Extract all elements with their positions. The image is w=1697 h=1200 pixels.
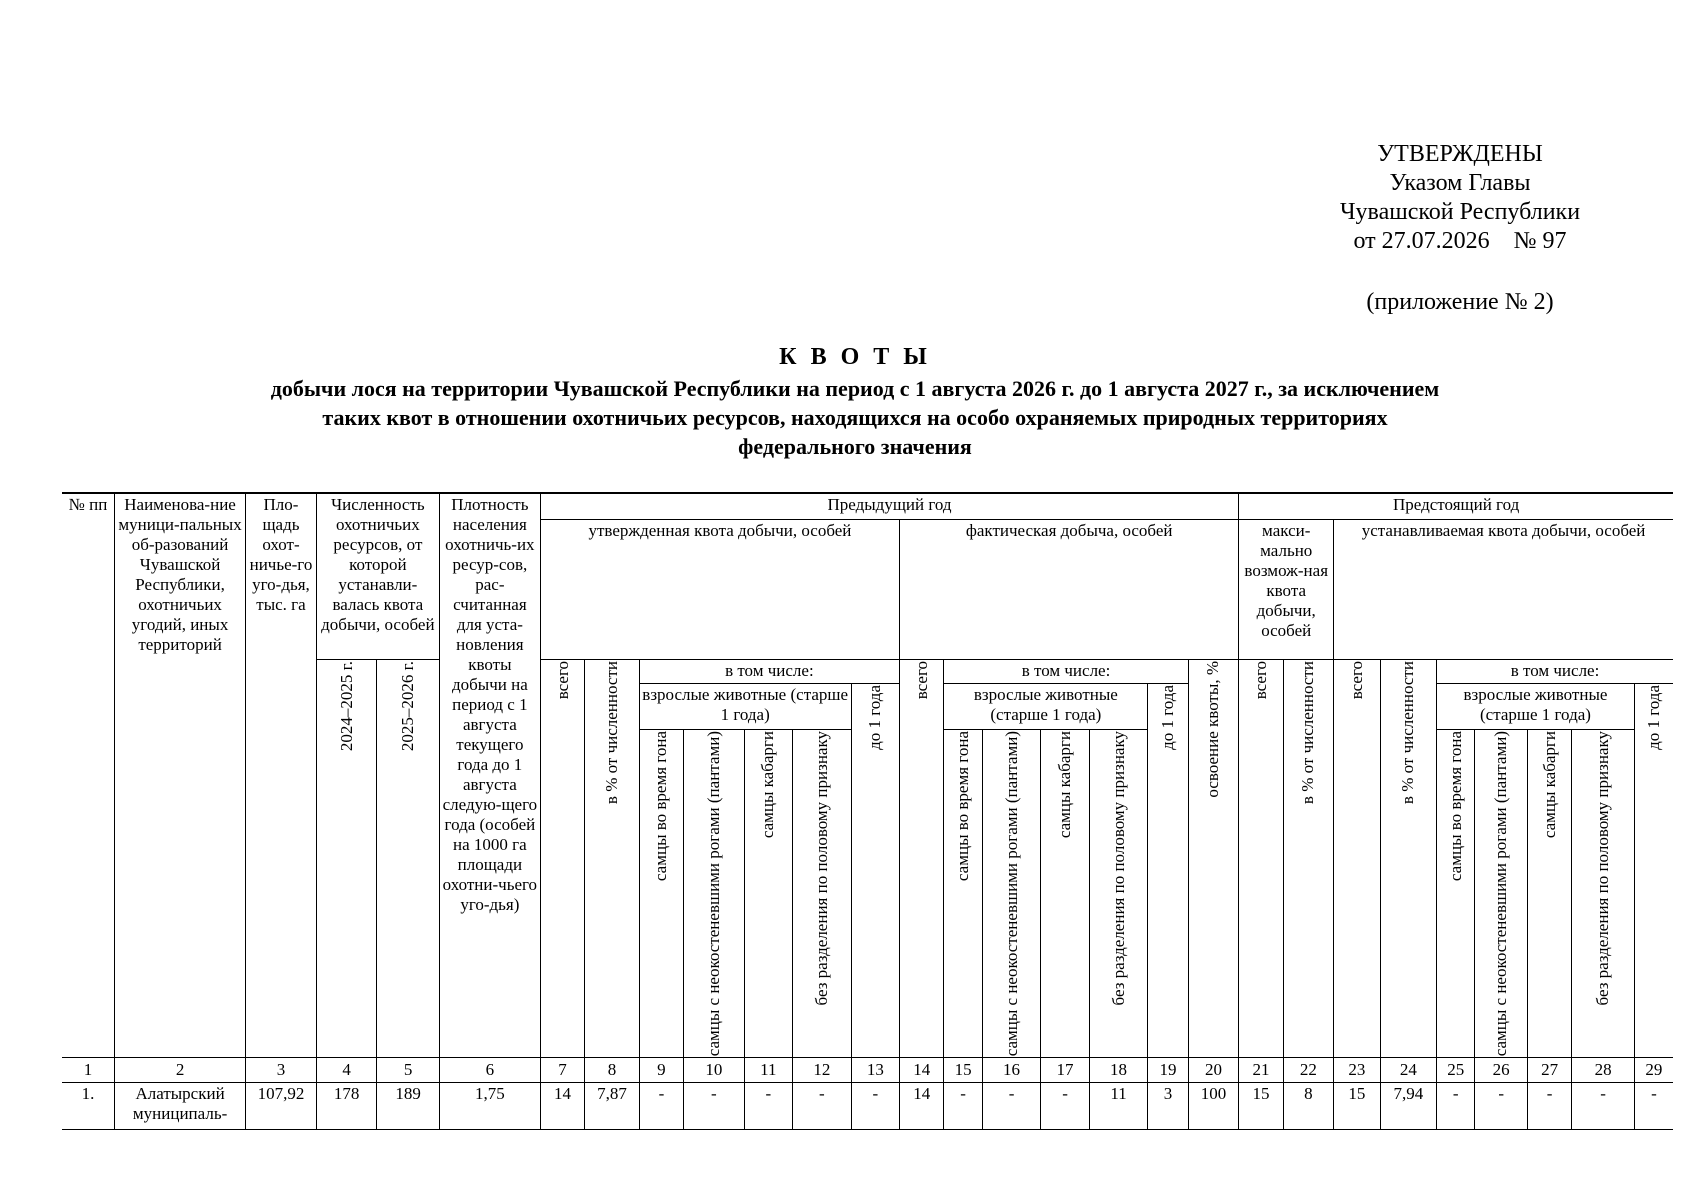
header-set-rut <box>1437 729 1475 1057</box>
col-num: 27 <box>1527 1057 1571 1082</box>
subtitle-line-2: таких квот в отношении охотничьих ресурсов, находящихся на особо охраняемых природных территориях <box>322 405 1388 430</box>
appendix-note: (приложение № 2) <box>1366 289 1554 315</box>
cell-value: 15 <box>1239 1082 1283 1129</box>
col-num: 7 <box>540 1057 584 1082</box>
cell-density: 1,75 <box>439 1082 540 1129</box>
cell-value: - <box>1634 1082 1673 1129</box>
col-num: 23 <box>1334 1057 1380 1082</box>
approval-line-3: Чувашской Республики <box>1339 199 1581 225</box>
col-num: 5 <box>377 1057 440 1082</box>
col-num: 14 <box>900 1057 944 1082</box>
approval-block <box>1290 140 1630 256</box>
header-approved-musk-text: самцы кабарги <box>758 730 778 838</box>
header-actual-nosex <box>1089 729 1148 1057</box>
header-approved-total <box>540 659 584 1057</box>
col-num: 10 <box>684 1057 745 1082</box>
cell-value: - <box>944 1082 982 1129</box>
header-approved-pct <box>585 659 639 1057</box>
header-population: Численность охотничьих ресурсов, от которой устанавли-валась квота добычи, особей <box>316 493 439 659</box>
header-actual-musk <box>1041 729 1089 1057</box>
header-actual-rut-text: самцы во время гона <box>953 730 973 881</box>
header-quota-usage-text: освоение квоты, % <box>1203 660 1223 798</box>
header-max-total-text: всего <box>1250 660 1270 699</box>
approval-line-4: от 27.07.2026 № 97 <box>1353 228 1567 254</box>
cell-value: - <box>1475 1082 1527 1129</box>
col-num: 8 <box>585 1057 639 1082</box>
cell-value: - <box>1041 1082 1089 1129</box>
header-max-quota: макси-мально возмож-ная квота добычи, особей <box>1239 519 1334 659</box>
header-quota-usage <box>1188 659 1239 1057</box>
header-set-musk-text: самцы кабарги <box>1539 730 1559 838</box>
header-actual-including: в том числе: <box>944 659 1188 683</box>
cell-value: 7,87 <box>585 1082 639 1129</box>
header-year-2024 <box>316 659 377 1057</box>
header-set-under1 <box>1634 683 1673 1057</box>
cell-value: - <box>744 1082 792 1129</box>
header-approved-quota: утвержденная квота добычи, особей <box>540 519 899 659</box>
header-set-total-text: всего <box>1346 660 1366 699</box>
header-actual-harvest: фактическая добыча, особей <box>900 519 1239 659</box>
cell-value: 15 <box>1334 1082 1380 1129</box>
cell-value: 100 <box>1188 1082 1239 1129</box>
header-actual-nosex-text: без разделения по половому признаку <box>1108 730 1128 1005</box>
header-actual-antler-text: самцы с неокостеневшими рогами (пантами) <box>1001 730 1021 1056</box>
column-number-row <box>62 1057 1673 1082</box>
header-year-2024-text: 2024–2025 г. <box>336 660 356 751</box>
cell-pop-2024: 178 <box>316 1082 377 1129</box>
header-approved-under1-text: до 1 года <box>865 684 885 750</box>
header-actual-total-text: всего <box>911 660 931 699</box>
subtitle-line-1: добычи лося на территории Чувашской Республики на период с 1 августа 2026 г. до 1 августа 2027 г., за исключением <box>270 376 1440 401</box>
header-approved-antler <box>684 729 745 1057</box>
header-set-musk <box>1527 729 1571 1057</box>
header-approved-rut <box>639 729 683 1057</box>
cell-pop-2025: 189 <box>377 1082 440 1129</box>
table-row <box>62 1082 1673 1129</box>
header-name: Наименова-ние муници-пальных об-разований Чувашской Республики, охотничьих угодий, иных территорий <box>114 493 245 1057</box>
header-prev-year: Предыдущий год <box>540 493 1238 519</box>
header-set-rut-text: самцы во время гона <box>1445 730 1465 881</box>
cell-value: - <box>982 1082 1041 1129</box>
col-num: 22 <box>1283 1057 1333 1082</box>
cell-value: - <box>1437 1082 1475 1129</box>
header-set-pct-text: в % от численности <box>1398 660 1418 804</box>
header-max-pct-text: в % от численности <box>1298 660 1318 804</box>
cell-value: 14 <box>540 1082 584 1129</box>
cell-value: - <box>639 1082 683 1129</box>
header-approved-rut-text: самцы во время гона <box>651 730 671 881</box>
col-num: 18 <box>1089 1057 1148 1082</box>
header-density: Плотность населения охотничь-их ресур-сов, рас-считанная для уста-новления квоты добычи на период с 1 августа текущего года до 1 августа следую-щего года (особей на 1000 га площади охотни-чьего уго-дья) <box>439 493 540 1057</box>
cell-value: 7,94 <box>1380 1082 1437 1129</box>
header-set-nosex <box>1572 729 1635 1057</box>
cell-value: - <box>1572 1082 1635 1129</box>
col-num: 3 <box>246 1057 317 1082</box>
col-num: 9 <box>639 1057 683 1082</box>
cell-value: - <box>1527 1082 1571 1129</box>
subtitle-line-3: федерального значения <box>738 434 972 459</box>
header-set-under1-text: до 1 года <box>1643 684 1663 750</box>
header-approved-nosex <box>793 729 852 1057</box>
header-set-quota: устанавливаемая квота добычи, особей <box>1334 519 1673 659</box>
header-approved-under1 <box>851 683 899 1057</box>
col-num: 12 <box>793 1057 852 1082</box>
cell-value: - <box>684 1082 745 1129</box>
header-set-nosex-text: без разделения по половому признаку <box>1593 730 1613 1005</box>
header-actual-under1-text: до 1 года <box>1157 684 1177 750</box>
col-num: 19 <box>1148 1057 1188 1082</box>
document-title: К В О Т Ы <box>779 344 931 370</box>
col-num: 17 <box>1041 1057 1089 1082</box>
header-next-year: Предстоящий год <box>1239 493 1673 519</box>
header-max-total <box>1239 659 1283 1057</box>
header-set-antler <box>1475 729 1527 1057</box>
header-approved-total-text: всего <box>552 660 572 699</box>
header-approved-nosex-text: без разделения по половому признаку <box>811 730 831 1005</box>
cell-value: 14 <box>900 1082 944 1129</box>
col-num: 6 <box>439 1057 540 1082</box>
cell-value: 11 <box>1089 1082 1148 1129</box>
header-approved-musk <box>744 729 792 1057</box>
header-actual-under1 <box>1148 683 1188 1057</box>
header-approved-adults: взрослые животные (старше 1 года) <box>639 683 851 729</box>
col-num: 13 <box>851 1057 899 1082</box>
col-num: 16 <box>982 1057 1041 1082</box>
header-actual-adults: взрослые животные (старше 1 года) <box>944 683 1148 729</box>
approval-line-1: УТВЕРЖДЕНЫ <box>1377 141 1543 167</box>
col-num: 20 <box>1188 1057 1239 1082</box>
cell-no: 1. <box>62 1082 114 1129</box>
header-set-including: в том числе: <box>1437 659 1673 683</box>
header-year-2025 <box>377 659 440 1057</box>
cell-value: - <box>851 1082 899 1129</box>
header-actual-rut <box>944 729 982 1057</box>
col-num: 21 <box>1239 1057 1283 1082</box>
header-year-2025-text: 2025–2026 г. <box>398 660 418 751</box>
header-approved-antler-text: самцы с неокостеневшими рогами (пантами) <box>703 730 723 1056</box>
cell-area: 107,92 <box>246 1082 317 1129</box>
header-no: № пп <box>62 493 114 1057</box>
header-actual-antler <box>982 729 1041 1057</box>
col-num: 1 <box>62 1057 114 1082</box>
header-approved-pct-text: в % от численности <box>601 660 621 804</box>
header-approved-including: в том числе: <box>639 659 899 683</box>
approval-line-2: Указом Главы <box>1389 170 1531 196</box>
quota-table <box>62 492 1673 1130</box>
col-num: 4 <box>316 1057 377 1082</box>
header-set-pct <box>1380 659 1437 1057</box>
cell-value: 3 <box>1148 1082 1188 1129</box>
col-num: 11 <box>744 1057 792 1082</box>
col-num: 24 <box>1380 1057 1437 1082</box>
col-num: 2 <box>114 1057 245 1082</box>
header-max-pct <box>1283 659 1333 1057</box>
header-set-antler-text: самцы с неокостеневшими рогами (пантами) <box>1491 730 1511 1056</box>
cell-name: Алатырский муниципаль- <box>114 1082 245 1129</box>
col-num: 25 <box>1437 1057 1475 1082</box>
col-num: 26 <box>1475 1057 1527 1082</box>
header-area: Пло-щадь охот-ничье-го уго-дья, тыс. га <box>246 493 317 1057</box>
header-actual-musk-text: самцы кабарги <box>1055 730 1075 838</box>
document-subtitle <box>90 374 1620 461</box>
col-num: 29 <box>1634 1057 1673 1082</box>
col-num: 15 <box>944 1057 982 1082</box>
cell-value: - <box>793 1082 852 1129</box>
cell-value: 8 <box>1283 1082 1333 1129</box>
header-set-total <box>1334 659 1380 1057</box>
header-set-adults: взрослые животные (старше 1 года) <box>1437 683 1635 729</box>
header-actual-total <box>900 659 944 1057</box>
col-num: 28 <box>1572 1057 1635 1082</box>
